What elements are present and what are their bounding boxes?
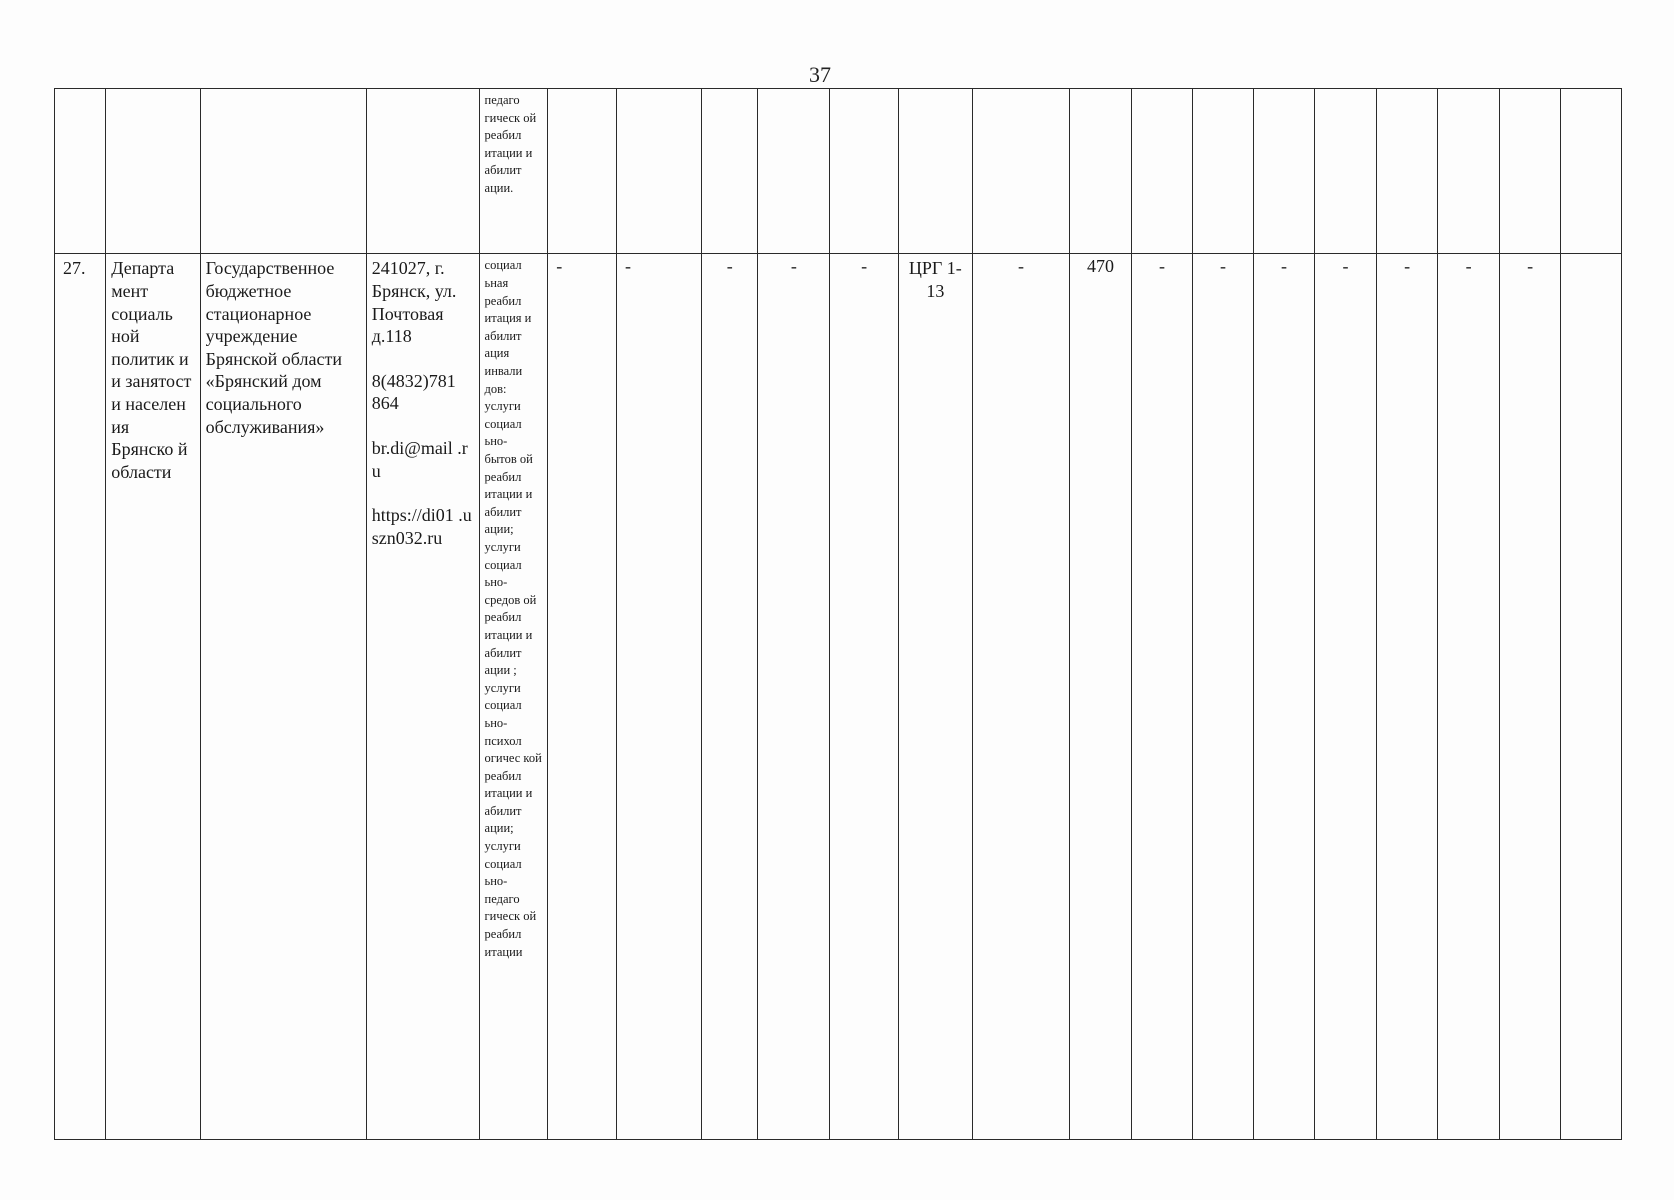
cell-empty — [55, 89, 106, 254]
cell-empty — [616, 89, 701, 254]
cell-col-20: - — [1499, 254, 1561, 1140]
cell-empty — [758, 89, 830, 254]
cell-col-13: 470 — [1070, 254, 1132, 1140]
cell-empty — [1438, 89, 1500, 254]
cell-empty — [1193, 89, 1254, 254]
cell-col-21 — [1561, 254, 1622, 1140]
cell-col-11: ЦРГ 1-13 — [898, 254, 972, 1140]
cell-col-15: - — [1193, 254, 1254, 1140]
cell-col-19: - — [1438, 254, 1500, 1140]
page-number: 37 — [809, 62, 831, 87]
cell-empty — [1131, 89, 1193, 254]
cell-institution: Государственное бюджетное стационарное учреждение Брянской области «Брянский дом социального обслуживания» — [200, 254, 366, 1140]
cell-col-8: - — [702, 254, 758, 1140]
email-text: br.di@mail .ru — [371, 438, 468, 481]
cell-empty — [1561, 89, 1622, 254]
cell-col-16: - — [1253, 254, 1315, 1140]
cell-empty — [1376, 89, 1438, 254]
cell-empty — [106, 89, 200, 254]
cell-empty — [898, 89, 972, 254]
cell-department: Департа мент социаль ной политик и и занятост и населен ия Брянско й области — [106, 254, 200, 1140]
cell-col-6: - — [548, 254, 617, 1140]
cell-services: социал ьная реабил итация и абилит ация инвали дов: услуги социал ьно- бытов ой реабил итации и абилит ации; услуги социал ьно- средов ой реабил итации и абилит ации ; услуги социал ьно- психол огичес кой реабил итации и абилит ации; услуги социал ьно- педаго гическ ой реабил итации — [479, 254, 548, 1140]
registry-table — [54, 88, 1622, 1140]
phone-text: 8(4832)781 864 — [371, 370, 456, 414]
cell-contacts — [366, 254, 479, 1140]
cell-empty — [200, 89, 366, 254]
cell-row-number: 27. — [55, 254, 106, 1140]
cell-col-18: - — [1376, 254, 1438, 1140]
cell-empty — [830, 89, 899, 254]
cell-col-10: - — [830, 254, 899, 1140]
table-row-continuation — [55, 89, 1622, 254]
cell-col-14: - — [1131, 254, 1193, 1140]
cell-empty — [1253, 89, 1315, 254]
cell-col-12: - — [972, 254, 1069, 1140]
website-text: https://di01 .uszn032.ru — [371, 505, 472, 548]
table-row-27 — [55, 254, 1622, 1140]
cell-col-17: - — [1315, 254, 1377, 1140]
cell-empty — [1315, 89, 1377, 254]
cell-empty — [366, 89, 479, 254]
cell-col-7: - — [616, 254, 701, 1140]
cell-services-continuation: педаго гическ ой реабил итации и абилит ации. — [479, 89, 548, 254]
address-text: 241027, г. Брянск, ул. Почтовая д.118 — [371, 258, 457, 347]
cell-empty — [548, 89, 617, 254]
cell-col-9: - — [758, 254, 830, 1140]
cell-empty — [972, 89, 1069, 254]
cell-empty — [1070, 89, 1132, 254]
cell-empty — [702, 89, 758, 254]
registry-table-wrapper — [54, 88, 1622, 1140]
cell-empty — [1499, 89, 1561, 254]
